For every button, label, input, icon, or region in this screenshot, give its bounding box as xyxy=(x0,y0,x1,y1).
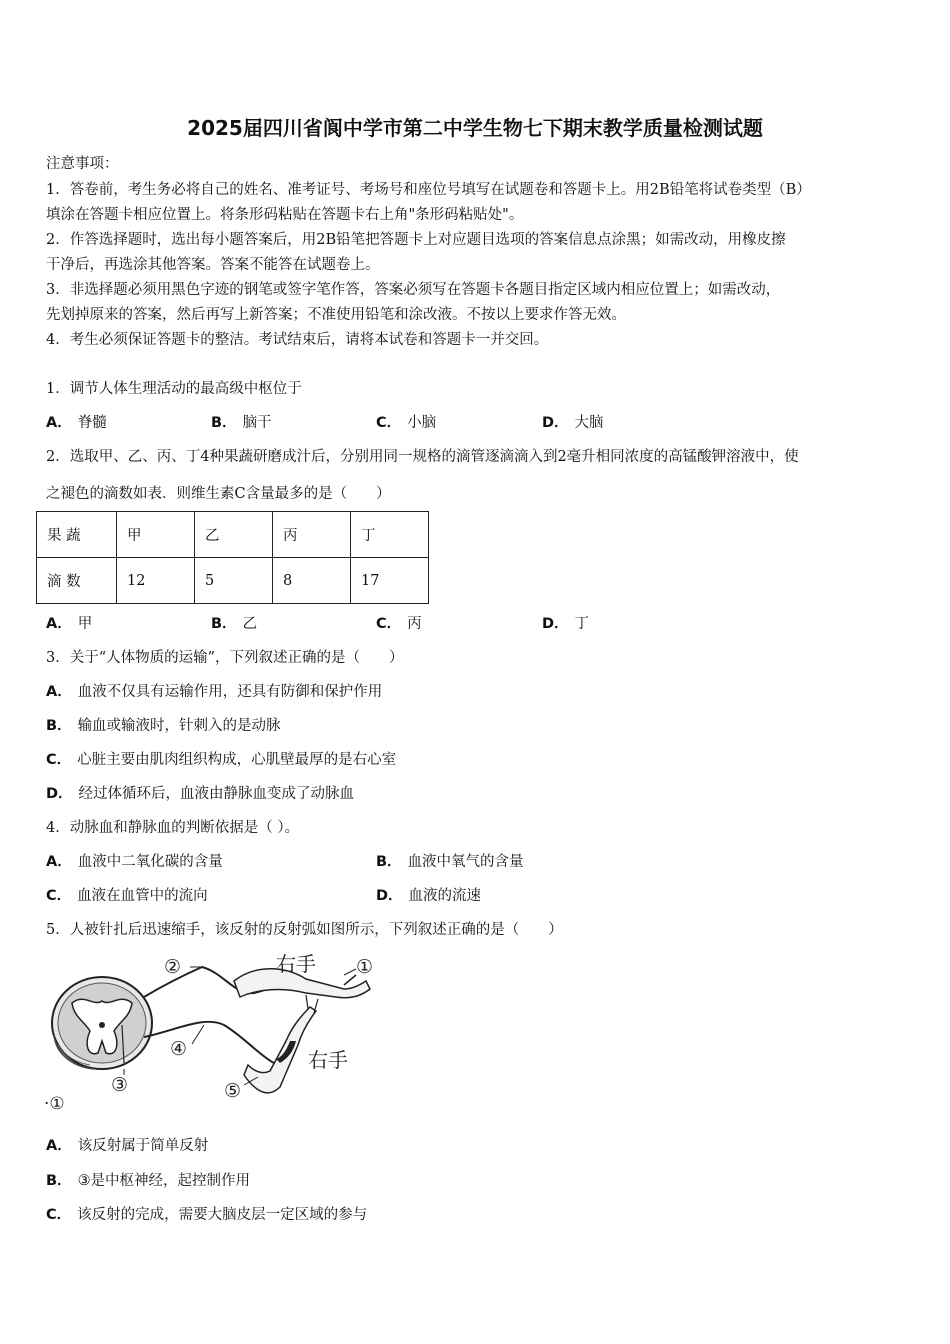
table-cell: 甲 xyxy=(117,512,195,558)
table-cell: 17 xyxy=(351,558,429,604)
q4-option-c[interactable]: C． 血液在血管中的流向 xyxy=(46,888,208,904)
q5-stem: 5．人被针扎后迅速缩手，该反射的反射弧如图所示，下列叙述正确的是（ ） xyxy=(46,922,563,938)
reflex-arc-figure xyxy=(44,945,424,1120)
q5-option-a[interactable]: A． 该反射属于简单反射 xyxy=(46,1138,209,1154)
q1-stem: 1．调节人体生理活动的最高级中枢位于 xyxy=(46,381,302,397)
table-row xyxy=(37,558,429,604)
q2-stem: 2．选取甲、乙、丙、丁4种果蔬研磨成汁后，分别用同一规格的滴管逐滴滴入到2毫升相同浓度的高锰酸钾溶液中，使 xyxy=(46,449,799,465)
q2-option-a[interactable]: A． 甲 xyxy=(46,616,93,632)
q1-option-a[interactable]: A． 脊髓 xyxy=(46,415,107,431)
q1-option-b[interactable]: B． 脑干 xyxy=(211,415,272,431)
table-cell: 乙 xyxy=(195,512,273,558)
label-right-hand-top: 右手 xyxy=(276,952,316,976)
q1-option-d[interactable]: D． 大脑 xyxy=(542,415,604,431)
notice-line: 干净后，再选涂其他答案。答案不能答在试题卷上。 xyxy=(46,257,380,273)
table-cell: 12 xyxy=(117,558,195,604)
q4-option-a[interactable]: A． 血液中二氧化碳的含量 xyxy=(46,854,223,870)
notice-line: 2．作答选择题时，选出每小题答案后，用2B铅笔把答题卡上对应题目选项的答案信息点涂黑；如需改动，用橡皮擦 xyxy=(46,232,786,248)
notice-line: 填涂在答题卡相应位置上。将条形码粘贴在答题卡右上角"条形码粘贴处"。 xyxy=(46,207,524,223)
marker-4: ④ xyxy=(170,1038,188,1060)
label-right-hand-bottom: 右手 xyxy=(308,1048,348,1072)
data-table xyxy=(36,511,429,604)
notice-line: 4．考生必须保证答题卡的整洁。考试结束后，请将本试卷和答题卡一并交回。 xyxy=(46,332,549,348)
q2-option-b[interactable]: B． 乙 xyxy=(211,616,258,632)
spinal-cord-section xyxy=(52,977,152,1069)
q2-stem-cont: 之褪色的滴数如表．则维生素C含量最多的是（ ） xyxy=(46,486,391,502)
q4-option-d[interactable]: D． 血液的流速 xyxy=(376,888,482,904)
q3-option-b[interactable]: B． 输血或输液时，针刺入的是动脉 xyxy=(46,718,281,734)
table-cell: 丙 xyxy=(273,512,351,558)
table-cell: 滴 数 xyxy=(37,558,117,604)
marker-stray: ·① xyxy=(44,1094,65,1114)
marker-3: ③ xyxy=(111,1074,129,1096)
notice-line: 3．非选择题必须用黑色字迹的钢笔或签字笔作答，答案必须写在答题卡各题目指定区域内相应位置上；如需改动， xyxy=(46,282,781,298)
q3-option-d[interactable]: D． 经过体循环后，血液由静脉血变成了动脉血 xyxy=(46,786,355,802)
notice-heading: 注意事项： xyxy=(46,156,119,172)
efferent-nerve xyxy=(144,1022,274,1063)
q1-option-c[interactable]: C． 小脑 xyxy=(376,415,437,431)
marker-1: ① xyxy=(356,956,374,978)
q2-option-d[interactable]: D． 丁 xyxy=(542,616,590,632)
q4-stem: 4．动脉血和静脉血的判断依据是（ ）。 xyxy=(46,820,300,836)
marker-5: ⑤ xyxy=(224,1080,242,1102)
notice-line: 1．答卷前，考生务必将自己的姓名、准考证号、考场号和座位号填写在试题卷和答题卡上。用2B铅笔将试卷类型（B） xyxy=(46,182,811,198)
marker-2: ② xyxy=(164,956,182,978)
q3-stem: 3．关于“人体物质的运输”，下列叙述正确的是（ ） xyxy=(46,650,404,666)
table-cell: 丁 xyxy=(351,512,429,558)
q5-option-c[interactable]: C． 该反射的完成，需要大脑皮层一定区域的参与 xyxy=(46,1207,368,1223)
table-cell: 5 xyxy=(195,558,273,604)
table-cell: 8 xyxy=(273,558,351,604)
table-row xyxy=(37,512,429,558)
q2-option-c[interactable]: C． 丙 xyxy=(376,616,422,632)
notice-line: 先划掉原来的答案，然后再写上新答案；不准使用铅笔和涂改液。不按以上要求作答无效。 xyxy=(46,307,626,323)
table-cell: 果 蔬 xyxy=(37,512,117,558)
q3-option-c[interactable]: C． 心脏主要由肌肉组织构成，心肌壁最厚的是右心室 xyxy=(46,752,397,768)
q4-option-b[interactable]: B． 血液中氧气的含量 xyxy=(376,854,524,870)
q5-option-b[interactable]: B． ③是中枢神经，起控制作用 xyxy=(46,1173,251,1189)
page-title: 2025届四川省阆中学市第二中学生物七下期末教学质量检测试题 xyxy=(187,116,763,140)
q3-option-a[interactable]: A． 血液不仅具有运输作用，还具有防御和保护作用 xyxy=(46,684,383,700)
